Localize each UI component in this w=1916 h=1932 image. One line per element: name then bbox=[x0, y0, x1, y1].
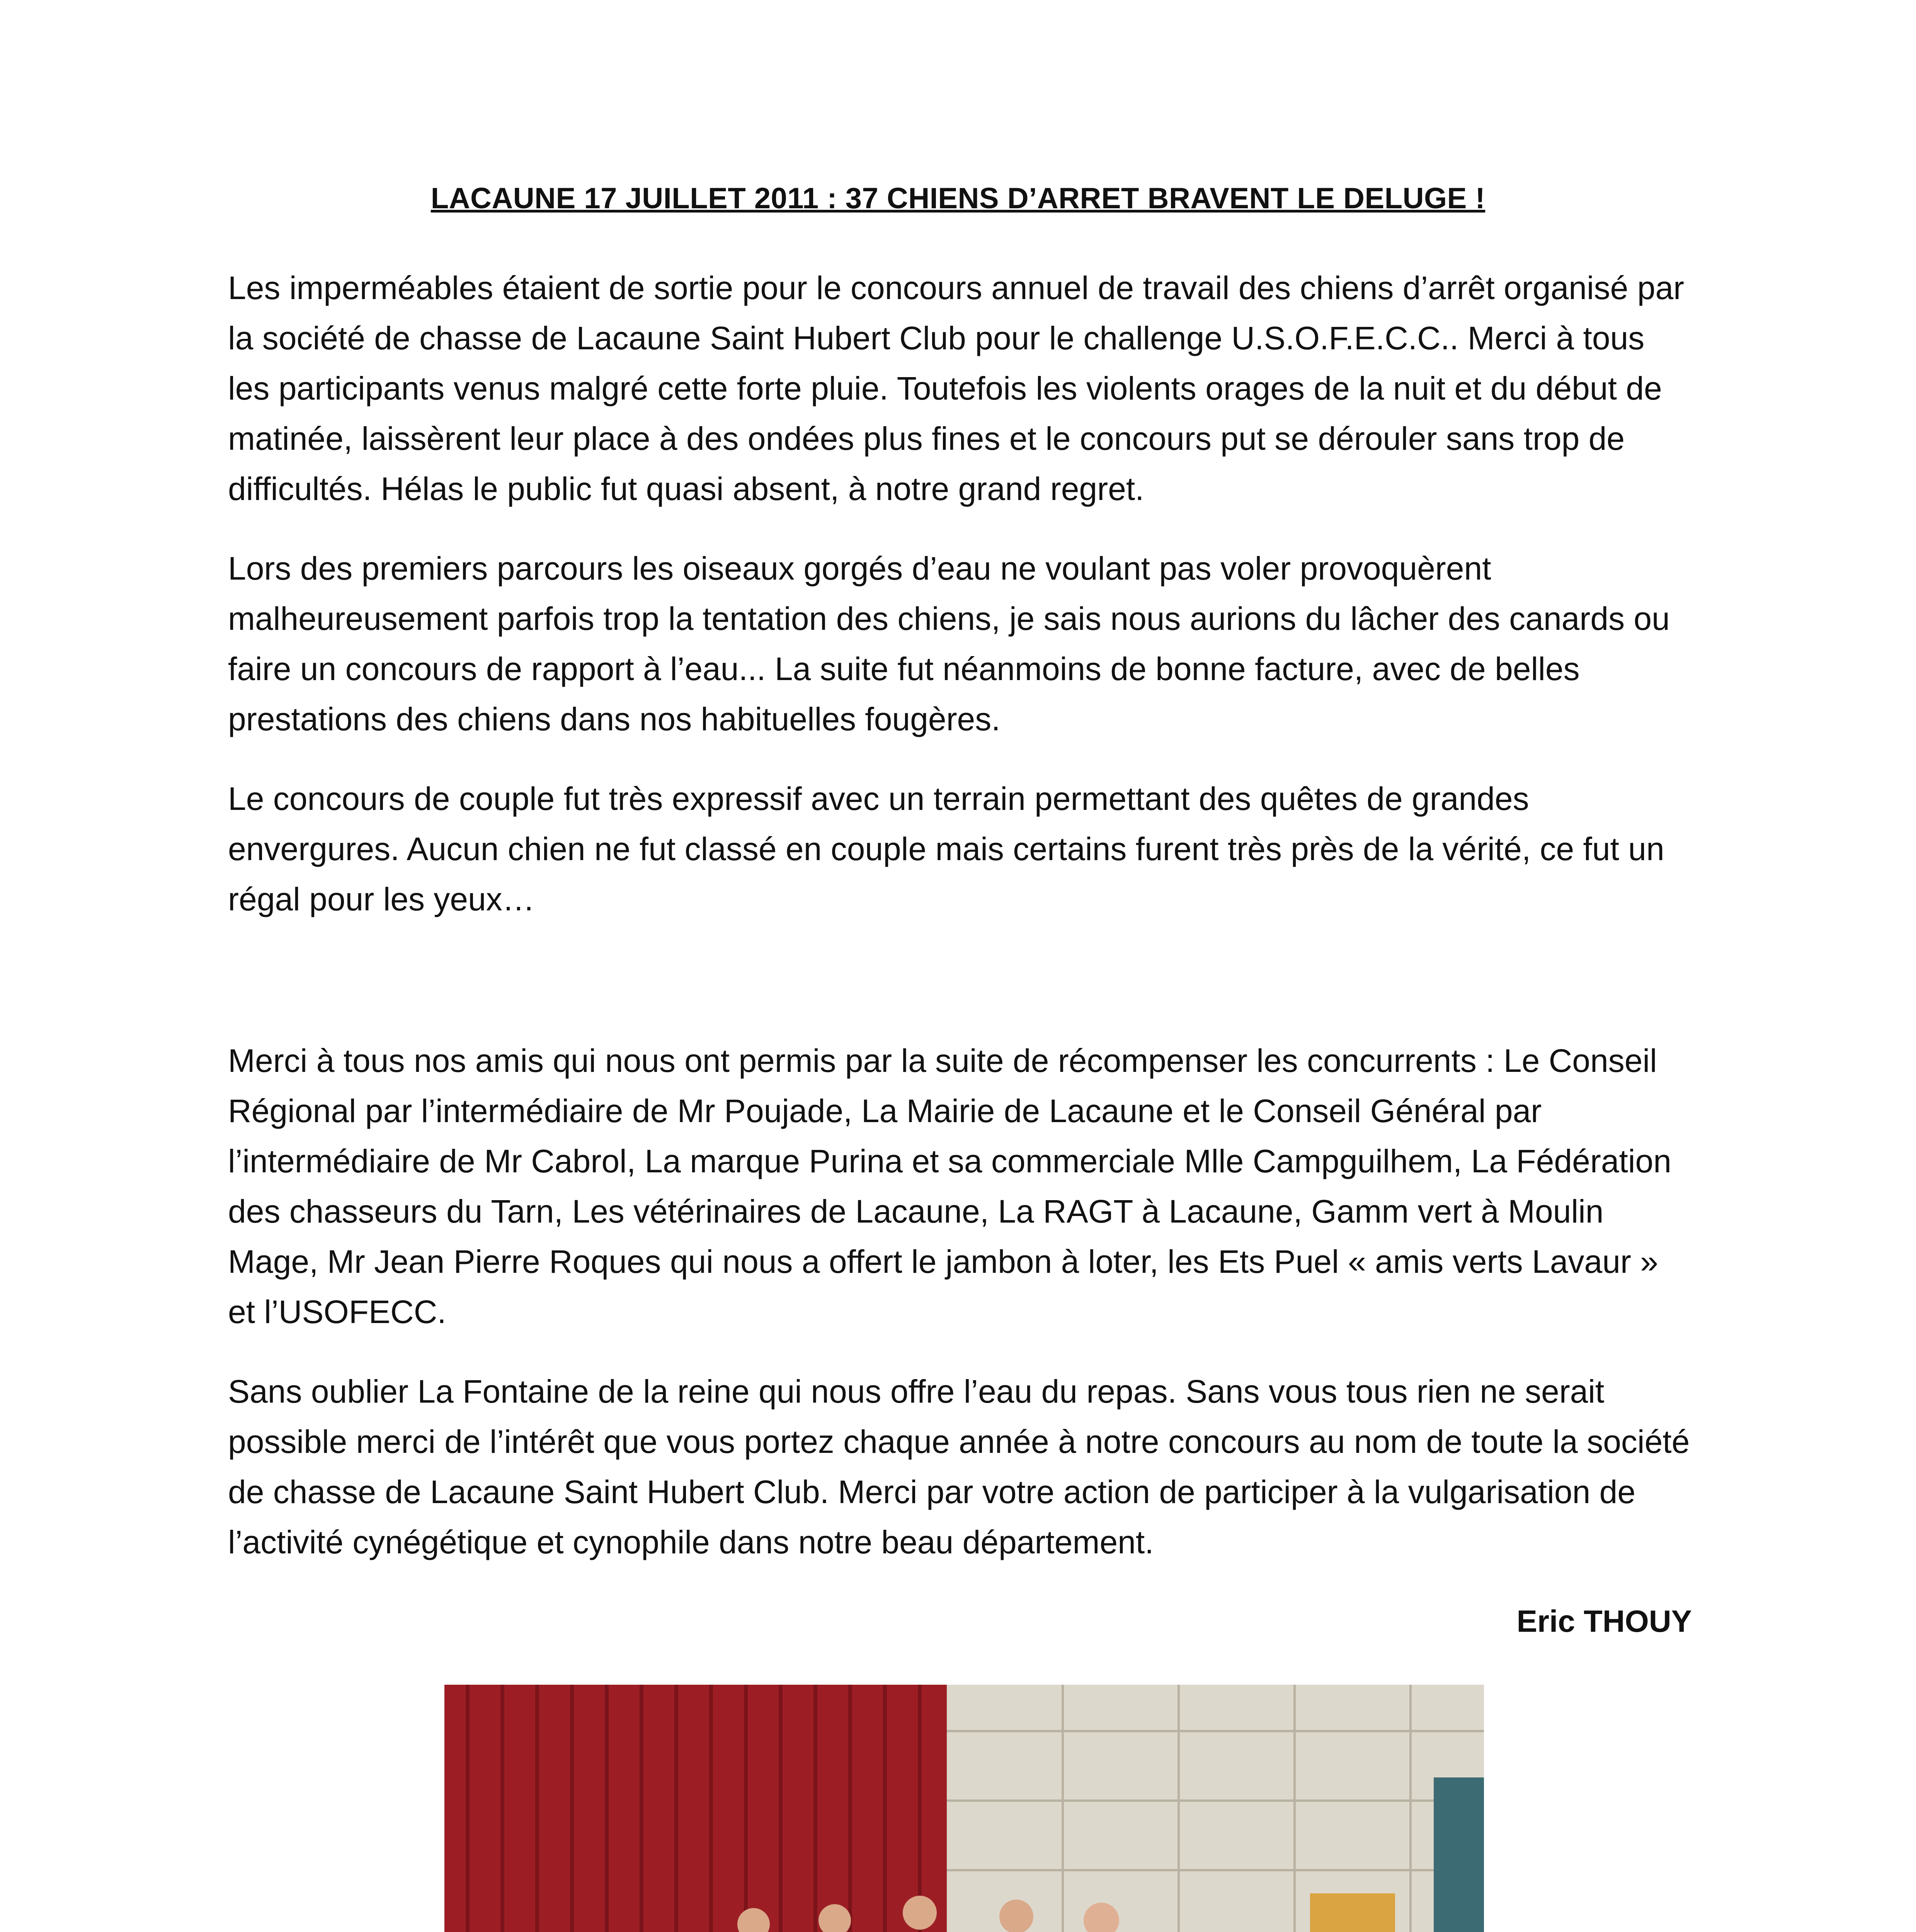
article-body-top bbox=[228, 263, 1693, 954]
paragraph-1: Les imperméables étaient de sortie pour le concours annuel de travail des chiens d’arrêt organisé par la société de chasse de Lacaune Saint Hubert Club pour le challenge U.S.O.F.E.C.C.. Merci à tous les participants venus malgré cette forte pluie. Toutefois les violents orages de la nuit et du début de matinée, laissèrent leur place à des ondées plus fines et le concours put se dérouler sans trop de difficultés. Hélas le public fut quasi absent, à notre grand regret. bbox=[228, 270, 1685, 507]
photo-illustration bbox=[444, 1685, 1484, 1932]
event-photo bbox=[444, 1685, 1484, 1932]
paragraph-2: Lors des premiers parcours les oiseaux gorgés d’eau ne voulant pas voler provoquèrent malheureusement parfois trop la tentation des chiens, je sais nous aurions du lâcher des canards ou faire un concours de rapport à l’eau... La suite fut néanmoins de bonne facture, avec de belles prestations des chiens dans nos habituelles fougères. bbox=[228, 550, 1670, 737]
author-signature: Eric THOUY bbox=[1516, 1604, 1692, 1638]
door bbox=[1310, 1893, 1395, 1932]
paragraph-3: Le concours de couple fut très expressif avec un terrain permettant des quêtes de grandes envergures. Aucun chien ne fut classé en couple mais certains furent très près de la vérité, ce fut un régal pour les yeux… bbox=[228, 781, 1664, 917]
article-body-bottom bbox=[228, 1036, 1693, 1597]
red-curtain bbox=[444, 1685, 947, 1932]
paragraph-4: Merci à tous nos amis qui nous ont permis par la suite de récompenser les concurrents : Le Conseil Régional par l’intermédiaire de Mr Poujade, La Mairie de Lacaune et le Conseil Général par l’intermédiaire de Mr Cabrol, La marque Purina et sa commerciale Mlle Campguilhem, La Fédération des chasseurs du Tarn, Les vétérinaires de Lacaune, La RAGT à Lacaune, Gamm vert à Moulin Mage, Mr Jean Pierre Roques qui nous a offert le jambon à loter, les Ets Puel « amis verts Lavaur » et l’USOFECC. bbox=[228, 1043, 1671, 1330]
paragraph-5: Sans oublier La Fontaine de la reine qui nous offre l’eau du repas. Sans vous tous rien ne serait possible merci de l’intérêt que vous portez chaque année à notre concours au nom de toute la société de chasse de Lacaune Saint Hubert Club. Merci par votre action de participer à la vulgarisation de l’activité cynégétique et cynophile dans notre beau département. bbox=[228, 1373, 1690, 1560]
article-title: LACAUNE 17 JUILLET 2011 : 37 CHIENS D’ARRET BRAVENT LE DELUGE ! bbox=[431, 182, 1485, 215]
